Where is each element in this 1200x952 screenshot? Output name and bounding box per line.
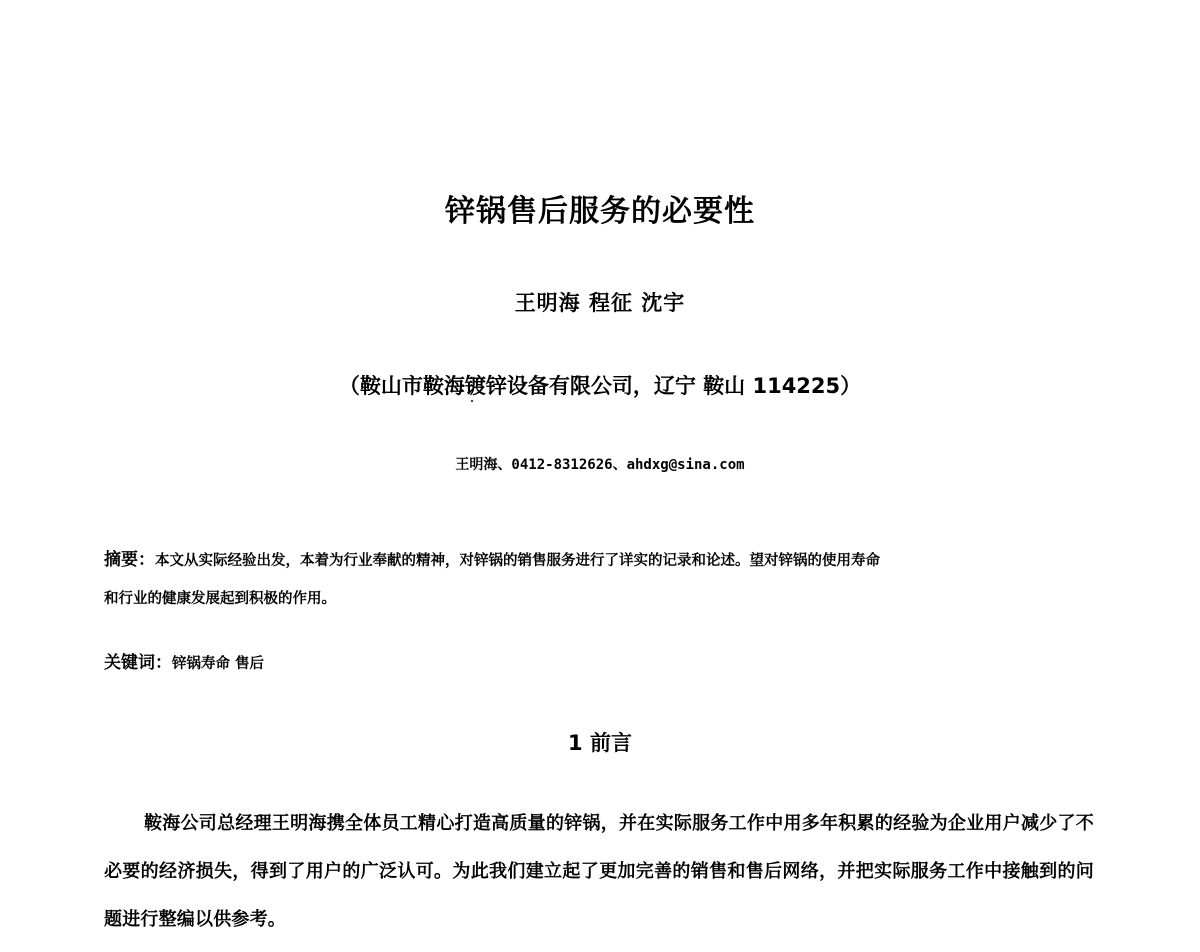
abstract-label: 摘要：: [104, 550, 155, 570]
keywords: [104, 648, 264, 673]
contact-name: 王明海、: [455, 457, 512, 473]
paper-title: 锌锅售后服务的必要性: [445, 194, 755, 229]
contact-info: [0, 454, 1200, 474]
author-list: 王明海 程征 沈宇: [514, 291, 686, 315]
keywords-label: 关键词：: [104, 653, 172, 673]
abstract-text-1: 本文从实际经验出发，本着为行业奉献的精神，对锌锅的销售服务进行了详实的记录和论述。望对锌锅的使用寿命: [155, 553, 880, 569]
author-affiliation: （鞍山市鞍海镀锌设备有限公司，辽宁 鞍山 114225）: [338, 374, 862, 398]
section-heading-introduction: 1 前言: [568, 731, 632, 755]
introduction-body: [104, 800, 1094, 944]
abstract-line-2: 和行业的健康发展起到积极的作用。: [104, 591, 336, 607]
scan-speck: [471, 400, 473, 402]
introduction-paragraph: 鞍海公司总经理王明海携全体员工精心打造高质量的锌锅，并在实际服务工作中用多年积累的经验为企业用户减少了不必要的经济损失，得到了用户的广泛认可。为此我们建立起了更加完善的销售和售后网络，并把实际服务工作中接触到的问题进行整编以供参考。: [104, 813, 1094, 930]
keywords-text: 锌锅寿命 售后: [172, 656, 265, 672]
contact-details: 0412-8312626、ahdxg@sina.com: [511, 457, 745, 473]
abstract: [104, 548, 1094, 625]
